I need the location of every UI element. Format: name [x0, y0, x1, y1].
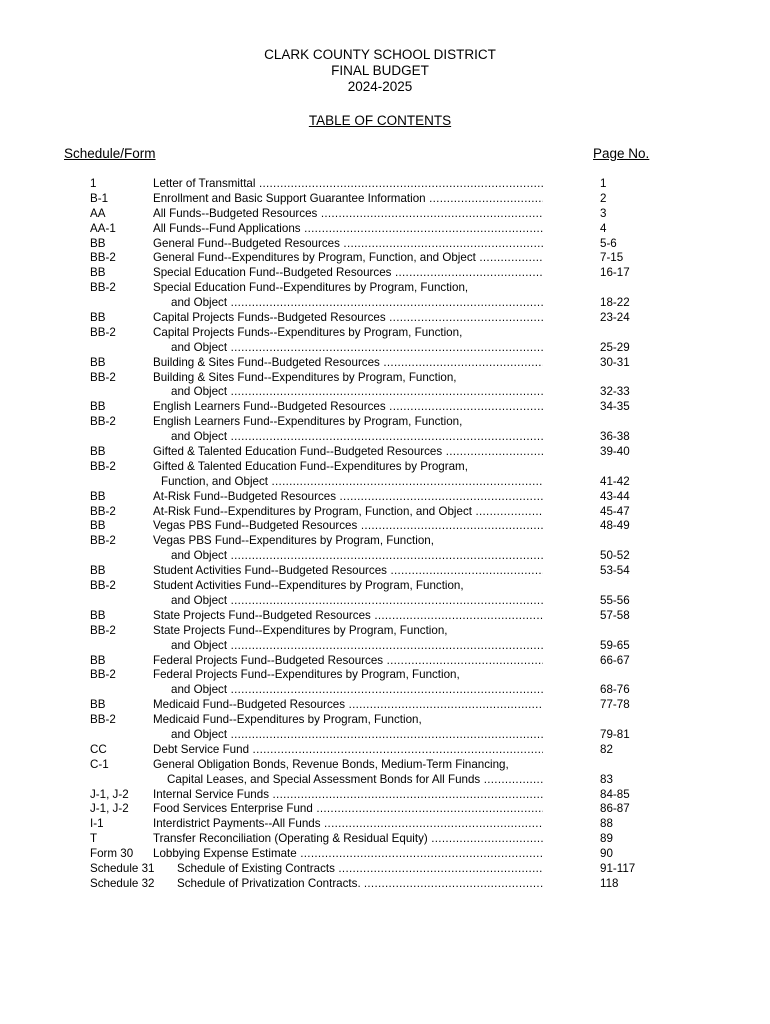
entry-description	[153, 356, 543, 371]
entry-description	[153, 847, 543, 862]
dot-leader	[227, 385, 543, 398]
page-number: 4	[600, 221, 607, 235]
entry-description	[171, 549, 543, 564]
page-number: 3	[600, 206, 607, 220]
entry-description	[171, 385, 543, 400]
page-number: 66-67	[600, 653, 630, 667]
entry-title: Lobbying Expense Estimate	[153, 847, 297, 861]
dot-leader	[442, 445, 543, 458]
entry-description	[153, 564, 543, 579]
toc-list	[0, 177, 770, 892]
toc-entry	[0, 564, 770, 579]
page-number: 45-47	[600, 504, 630, 518]
entry-description	[153, 460, 543, 475]
toc-entry	[0, 549, 770, 564]
toc-entry	[0, 222, 770, 237]
page-number: 5-6	[600, 236, 617, 250]
toc-entry	[0, 668, 770, 683]
entry-description	[153, 788, 543, 803]
toc-entry	[0, 579, 770, 594]
schedule-code: Schedule 31	[90, 861, 155, 875]
dot-leader	[297, 847, 543, 860]
page-number: 86-87	[600, 802, 630, 816]
entry-description	[153, 177, 543, 192]
page-number: 55-56	[600, 593, 630, 607]
page-number: 89	[600, 832, 613, 846]
page-number: 68-76	[600, 683, 630, 697]
entry-description	[153, 266, 543, 281]
toc-entry	[0, 192, 770, 207]
page-number: 82	[600, 742, 613, 756]
entry-title: Capital Leases, and Special Assessment Bonds for All Funds	[167, 772, 481, 786]
page-number: 48-49	[600, 519, 630, 533]
entry-title: and Object	[171, 638, 228, 652]
schedule-code: BB	[90, 266, 106, 280]
toc-entry	[0, 698, 770, 713]
entry-title: Building & Sites Fund--Budgeted Resources	[153, 355, 380, 369]
entry-title: Gifted & Talented Education Fund--Expenditures by Program,	[153, 459, 468, 473]
document-header	[0, 47, 760, 95]
toc-entry	[0, 385, 770, 400]
schedule-code: I-1	[90, 817, 104, 831]
fiscal-year: 2024-2025	[347, 79, 413, 94]
page-number: 59-65	[600, 638, 630, 652]
toc-entry	[0, 430, 770, 445]
entry-title: State Projects Fund--Expenditures by Program, Function,	[153, 623, 448, 637]
entry-title: All Funds--Budgeted Resources	[153, 206, 318, 220]
entry-title: and Object	[171, 296, 228, 310]
entry-description	[153, 222, 543, 237]
entry-description	[171, 430, 543, 445]
page-number: 91-117	[600, 861, 636, 875]
page-number: 79-81	[600, 727, 630, 741]
schedule-code: J-1, J-2	[90, 787, 129, 801]
page-number: 53-54	[600, 564, 630, 578]
page-number: 41-42	[600, 474, 630, 488]
dot-leader	[313, 802, 543, 815]
page-number: 18-22	[600, 296, 630, 310]
schedule-code: BB	[90, 311, 106, 325]
entry-title: Gifted & Talented Education Fund--Budgeted Resources	[153, 445, 443, 459]
dot-leader	[317, 207, 543, 220]
entry-description	[153, 415, 543, 430]
entry-title: Schedule of Existing Contracts	[177, 861, 335, 875]
dot-leader	[227, 594, 543, 607]
entry-description	[153, 609, 543, 624]
page-number: 7-15	[600, 251, 624, 265]
toc-entry	[0, 311, 770, 326]
toc-entry	[0, 371, 770, 386]
dot-leader	[386, 311, 543, 324]
dot-leader	[371, 609, 543, 622]
entry-description	[153, 817, 543, 832]
dot-leader	[472, 505, 543, 518]
entry-description	[171, 683, 543, 698]
entry-description	[171, 341, 543, 356]
schedule-code: BB-2	[90, 415, 116, 429]
entry-description	[167, 773, 543, 788]
entry-description	[153, 743, 543, 758]
schedule-code: BB-2	[90, 579, 116, 593]
toc-entry	[0, 326, 770, 341]
entry-title: General Obligation Bonds, Revenue Bonds, Medium-Term Financing,	[153, 757, 509, 771]
schedule-code: Form 30	[90, 847, 134, 861]
toc-entry	[0, 624, 770, 639]
schedule-code: BB-2	[90, 370, 116, 384]
entry-description	[153, 237, 543, 252]
toc-entry	[0, 177, 770, 192]
entry-description	[153, 371, 543, 386]
entry-description	[153, 624, 543, 639]
entry-title: Food Services Enterprise Fund	[153, 802, 313, 816]
toc-entry	[0, 237, 770, 252]
entry-title: All Funds--Fund Applications	[153, 221, 301, 235]
page-number: 84-85	[600, 787, 630, 801]
dot-leader	[321, 817, 543, 830]
entry-description	[153, 802, 543, 817]
entry-title: Transfer Reconciliation (Operating & Residual Equity)	[153, 832, 428, 846]
page-number: 88	[600, 817, 613, 831]
schedule-code: 1	[90, 177, 97, 190]
dot-leader	[227, 728, 543, 741]
entry-title: General Fund--Budgeted Resources	[153, 236, 340, 250]
page-number: 30-31	[600, 355, 630, 369]
entry-description	[153, 445, 543, 460]
dot-leader	[426, 192, 543, 205]
entry-title: and Object	[171, 593, 228, 607]
toc-entry	[0, 713, 770, 728]
entry-title: Medicaid Fund--Budgeted Resources	[153, 698, 346, 712]
entry-title: and Object	[171, 385, 228, 399]
entry-title: Capital Projects Funds--Expenditures by Program, Function,	[153, 325, 463, 339]
dot-leader	[380, 356, 543, 369]
toc-entry	[0, 788, 770, 803]
schedule-code: J-1, J-2	[90, 802, 129, 816]
page-number: 50-52	[600, 549, 630, 563]
entry-title: Building & Sites Fund--Expenditures by Program, Function,	[153, 370, 457, 384]
toc-entry	[0, 758, 770, 773]
entry-description	[171, 639, 543, 654]
page-number: 39-40	[600, 445, 630, 459]
page-number: 16-17	[600, 266, 630, 280]
entry-title: Special Education Fund--Expenditures by Program, Function,	[153, 281, 469, 295]
entry-title: Federal Projects Fund--Budgeted Resources	[153, 653, 384, 667]
entry-title: Federal Projects Fund--Expenditures by Program, Function,	[153, 668, 460, 682]
dot-leader	[227, 549, 543, 562]
toc-entry	[0, 534, 770, 549]
dot-leader	[335, 862, 543, 875]
entry-title: Debt Service Fund	[153, 742, 250, 756]
entry-description	[153, 758, 543, 773]
dot-leader	[269, 788, 543, 801]
entry-title: Student Activities Fund--Expenditures by Program, Function,	[153, 579, 464, 593]
toc-entry	[0, 847, 770, 862]
page-number: 34-35	[600, 400, 630, 414]
toc-entry	[0, 341, 770, 356]
dot-leader	[227, 639, 543, 652]
toc-entry	[0, 802, 770, 817]
entry-title: Vegas PBS Fund--Expenditures by Program, Function,	[153, 534, 434, 548]
schedule-code: AA-1	[90, 221, 116, 235]
dot-leader	[480, 773, 543, 786]
entry-title: Enrollment and Basic Support Guarantee Information	[153, 191, 426, 205]
toc-entry	[0, 251, 770, 266]
toc-entry	[0, 356, 770, 371]
entry-description	[153, 400, 543, 415]
toc-entry	[0, 266, 770, 281]
schedule-code: BB	[90, 608, 106, 622]
entry-description	[153, 698, 543, 713]
schedule-code: AA	[90, 206, 106, 220]
page-number: 77-78	[600, 698, 630, 712]
page-number: 23-24	[600, 311, 630, 325]
entry-title: and Object	[171, 340, 228, 354]
entry-description	[177, 862, 543, 877]
entry-title: Capital Projects Funds--Budgeted Resources	[153, 311, 386, 325]
entry-title: and Object	[171, 430, 228, 444]
dot-leader	[428, 832, 543, 845]
toc-entry	[0, 832, 770, 847]
page-number: 90	[600, 847, 613, 861]
schedule-code: BB	[90, 653, 106, 667]
toc-entry	[0, 862, 770, 877]
entry-description	[153, 534, 543, 549]
entry-description	[153, 519, 543, 534]
toc-entry	[0, 817, 770, 832]
entry-description	[153, 207, 543, 222]
schedule-code: BB	[90, 564, 106, 578]
entry-title: Function, and Object	[161, 474, 268, 488]
toc-entry	[0, 877, 770, 892]
schedule-column-header: Schedule/Form	[64, 146, 156, 161]
dot-leader	[386, 400, 543, 413]
dot-leader	[357, 519, 543, 532]
toc-entry	[0, 296, 770, 311]
entry-title: Vegas PBS Fund--Budgeted Resources	[153, 519, 358, 533]
entry-description	[153, 326, 543, 341]
schedule-code: BB-2	[90, 459, 116, 473]
toc-entry	[0, 654, 770, 669]
entry-title: English Learners Fund--Budgeted Resources	[153, 400, 386, 414]
entry-title: and Object	[171, 683, 228, 697]
entry-title: State Projects Fund--Budgeted Resources	[153, 608, 371, 622]
page-number: 43-44	[600, 489, 630, 503]
toc-entry	[0, 683, 770, 698]
district-name: CLARK COUNTY SCHOOL DISTRICT	[264, 47, 496, 62]
page-number: 57-58	[600, 608, 630, 622]
entry-title: Student Activities Fund--Budgeted Resources	[153, 564, 387, 578]
entry-title: and Object	[171, 727, 228, 741]
schedule-code: B-1	[90, 191, 109, 205]
dot-leader	[387, 564, 543, 577]
toc-entry	[0, 475, 770, 490]
schedule-code: BB	[90, 400, 106, 414]
toc-entry	[0, 207, 770, 222]
schedule-code: C-1	[90, 757, 109, 771]
schedule-code: BB	[90, 489, 106, 503]
dot-leader	[301, 222, 543, 235]
schedule-code: BB	[90, 445, 106, 459]
page-column-header: Page No.	[593, 146, 650, 161]
dot-leader	[340, 237, 543, 250]
toc-title: TABLE OF CONTENTS	[308, 113, 452, 128]
toc-entry	[0, 639, 770, 654]
entry-title: Medicaid Fund--Expenditures by Program, Function,	[153, 713, 422, 727]
entry-title: Special Education Fund--Budgeted Resources	[153, 266, 392, 280]
toc-entry	[0, 400, 770, 415]
entry-description	[153, 505, 543, 520]
entry-description	[171, 296, 543, 311]
schedule-code: BB-2	[90, 281, 116, 295]
dot-leader	[364, 877, 543, 890]
entry-title: At-Risk Fund--Budgeted Resources	[153, 489, 337, 503]
schedule-code: BB	[90, 519, 106, 533]
entry-description	[153, 490, 543, 505]
entry-description	[153, 281, 543, 296]
toc-entry	[0, 519, 770, 534]
entry-description	[153, 579, 543, 594]
schedule-code: BB	[90, 355, 106, 369]
toc-entry	[0, 415, 770, 430]
entry-description	[153, 832, 543, 847]
entry-description	[161, 475, 543, 490]
entry-description	[171, 594, 543, 609]
entry-description	[153, 713, 543, 728]
schedule-code: BB-2	[90, 251, 116, 265]
entry-description	[153, 668, 543, 683]
toc-entry	[0, 594, 770, 609]
entry-title: Internal Service Funds	[153, 787, 269, 801]
toc-entry	[0, 445, 770, 460]
schedule-code: CC	[90, 742, 107, 756]
dot-leader	[249, 743, 543, 756]
page-number: 1	[600, 177, 607, 190]
dot-leader	[227, 683, 543, 696]
dot-leader	[345, 698, 543, 711]
toc-entry	[0, 505, 770, 520]
entry-title: and Object	[171, 549, 228, 563]
schedule-code: T	[90, 832, 98, 846]
dot-leader	[268, 475, 543, 488]
page-number: 36-38	[600, 430, 630, 444]
entry-description	[177, 877, 543, 892]
dot-leader	[227, 341, 543, 354]
entry-title: Letter of Transmittal	[153, 177, 256, 190]
toc-entry	[0, 728, 770, 743]
entry-title: At-Risk Fund--Expenditures by Program, Function, and Object	[153, 504, 472, 518]
entry-description	[153, 311, 543, 326]
schedule-code: BB-2	[90, 668, 116, 682]
dot-leader	[227, 296, 543, 309]
schedule-code: BB-2	[90, 504, 116, 518]
dot-leader	[255, 177, 543, 190]
dot-leader	[476, 251, 543, 264]
schedule-code: BB	[90, 698, 106, 712]
page-number: 118	[600, 876, 619, 890]
toc-entry	[0, 281, 770, 296]
dot-leader	[227, 430, 543, 443]
toc-entry	[0, 773, 770, 788]
schedule-code: BB-2	[90, 713, 116, 727]
schedule-code: Schedule 32	[90, 876, 155, 890]
entry-description	[153, 654, 543, 669]
dot-leader	[336, 490, 543, 503]
toc-entry	[0, 609, 770, 624]
page-number: 32-33	[600, 385, 630, 399]
page-number: 83	[600, 772, 613, 786]
entry-title: Interdistrict Payments--All Funds	[153, 817, 321, 831]
page-number: 2	[600, 191, 607, 205]
schedule-code: BB-2	[90, 325, 116, 339]
entry-description	[171, 728, 543, 743]
schedule-code: BB	[90, 236, 106, 250]
entry-title: Schedule of Privatization Contracts.	[177, 876, 364, 890]
entry-description	[153, 192, 543, 207]
entry-description	[153, 251, 543, 266]
schedule-code: BB-2	[90, 623, 116, 637]
schedule-code: BB-2	[90, 534, 116, 548]
page-number: 25-29	[600, 340, 630, 354]
toc-entry	[0, 490, 770, 505]
toc-entry	[0, 460, 770, 475]
entry-title: General Fund--Expenditures by Program, Function, and Object	[153, 251, 476, 265]
entry-title: English Learners Fund--Expenditures by Program, Function,	[153, 415, 463, 429]
budget-type: FINAL BUDGET	[331, 63, 429, 78]
dot-leader	[391, 266, 543, 279]
dot-leader	[383, 654, 543, 667]
toc-entry	[0, 743, 770, 758]
